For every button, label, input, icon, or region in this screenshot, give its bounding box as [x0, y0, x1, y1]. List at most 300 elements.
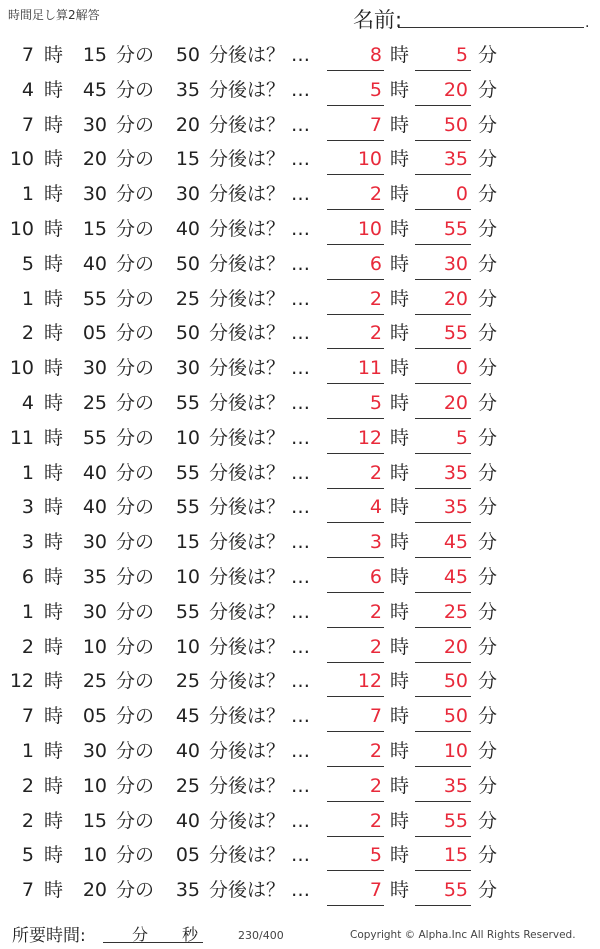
problem-row — [0, 213, 600, 248]
problem-row — [0, 143, 600, 178]
answer-minute-unit: 分 — [478, 148, 498, 171]
start-hour: 7 — [21, 879, 34, 902]
answer-minute-line — [415, 488, 471, 489]
answer-hour-line — [327, 105, 384, 106]
minute-of-unit: 分の — [116, 183, 155, 206]
answer-hour-unit: 時 — [390, 879, 410, 902]
hour-unit: 時 — [44, 44, 64, 66]
answer-hour: 2 — [369, 774, 382, 797]
hour-unit: 時 — [44, 217, 64, 240]
start-hour: 7 — [21, 44, 34, 66]
answer-minute: 35 — [443, 774, 468, 797]
added-minutes: 45 — [175, 705, 200, 728]
start-hour: 7 — [21, 113, 34, 136]
added-minutes: 55 — [175, 461, 200, 484]
answer-minute: 20 — [443, 78, 468, 101]
minute-of-unit: 分の — [116, 287, 155, 310]
start-minute: 55 — [82, 426, 107, 449]
problem-row — [0, 248, 600, 283]
worksheet-title: 時間足し算2解答 — [8, 8, 100, 22]
answer-hour-unit: 時 — [390, 391, 410, 414]
minutes-later-unit: 分後は？ … — [209, 461, 311, 484]
answer-minute-line — [415, 174, 471, 175]
problem-row — [0, 526, 600, 561]
answer-minute-unit: 分 — [478, 600, 498, 623]
answer-hour: 2 — [369, 287, 382, 310]
start-hour: 1 — [21, 461, 34, 484]
answer-minute-unit: 分 — [478, 739, 498, 762]
answer-minute-line — [415, 279, 471, 280]
answer-hour: 12 — [357, 670, 382, 693]
answer-minute: 55 — [443, 217, 468, 240]
added-minutes: 55 — [175, 391, 200, 414]
answer-minute: 50 — [443, 705, 468, 728]
start-minute: 05 — [82, 322, 107, 345]
added-minutes: 40 — [175, 217, 200, 240]
answer-minute-unit: 分 — [478, 670, 498, 693]
hour-unit: 時 — [44, 635, 64, 658]
added-minutes: 30 — [175, 183, 200, 206]
minute-of-unit: 分の — [116, 705, 155, 728]
start-minute: 10 — [82, 635, 107, 658]
start-hour: 2 — [21, 809, 34, 832]
minutes-later-unit: 分後は？ … — [209, 391, 311, 414]
start-minute: 40 — [82, 252, 107, 275]
answer-hour-line — [327, 905, 384, 906]
answer-minute: 50 — [443, 113, 468, 136]
answer-hour-unit: 時 — [390, 287, 410, 310]
answer-minute-unit: 分 — [478, 496, 498, 519]
answer-hour: 7 — [369, 705, 382, 728]
answer-hour-line — [327, 383, 384, 384]
minutes-later-unit: 分後は？ … — [209, 183, 311, 206]
name-dot: . — [585, 15, 590, 31]
added-minutes: 55 — [175, 600, 200, 623]
answer-minute: 15 — [443, 844, 468, 867]
answer-minute-unit: 分 — [478, 879, 498, 902]
hour-unit: 時 — [44, 183, 64, 206]
start-hour: 2 — [21, 322, 34, 345]
minute-of-unit: 分の — [116, 739, 155, 762]
start-minute: 45 — [82, 78, 107, 101]
hour-unit: 時 — [44, 426, 64, 449]
minutes-later-unit: 分後は？ … — [209, 357, 311, 380]
problem-row — [0, 491, 600, 526]
answer-minute: 50 — [443, 670, 468, 693]
minute-of-unit: 分の — [116, 113, 155, 136]
answer-minute-line — [415, 522, 471, 523]
hour-unit: 時 — [44, 809, 64, 832]
hour-unit: 時 — [44, 113, 64, 136]
problem-row — [0, 770, 600, 805]
time-second-unit: 秒 — [182, 925, 199, 944]
answer-minute-unit: 分 — [478, 705, 498, 728]
minutes-later-unit: 分後は？ … — [209, 600, 311, 623]
hour-unit: 時 — [44, 357, 64, 380]
answer-hour: 7 — [369, 113, 382, 136]
answer-hour-unit: 時 — [390, 148, 410, 171]
hour-unit: 時 — [44, 600, 64, 623]
answer-minute: 55 — [443, 809, 468, 832]
answer-hour-unit: 時 — [390, 705, 410, 728]
minutes-later-unit: 分後は？ … — [209, 217, 311, 240]
answer-minute: 20 — [443, 287, 468, 310]
answer-hour-line — [327, 731, 384, 732]
answer-minute-unit: 分 — [478, 287, 498, 310]
start-minute: 30 — [82, 600, 107, 623]
start-hour: 3 — [21, 496, 34, 519]
answer-minute-unit: 分 — [478, 635, 498, 658]
answer-minute-line — [415, 418, 471, 419]
added-minutes: 10 — [175, 426, 200, 449]
minute-of-unit: 分の — [116, 252, 155, 275]
problem-row — [0, 874, 600, 909]
start-hour: 5 — [21, 844, 34, 867]
start-minute: 30 — [82, 531, 107, 554]
minute-of-unit: 分の — [116, 217, 155, 240]
minutes-later-unit: 分後は？ … — [209, 739, 311, 762]
minutes-later-unit: 分後は？ … — [209, 879, 311, 902]
start-minute: 25 — [82, 670, 107, 693]
start-hour: 11 — [9, 426, 34, 449]
minute-of-unit: 分の — [116, 565, 155, 588]
problem-row — [0, 109, 600, 144]
answer-minute: 30 — [443, 252, 468, 275]
minute-of-unit: 分の — [116, 496, 155, 519]
problem-row — [0, 387, 600, 422]
answer-minute: 0 — [455, 183, 468, 206]
answer-hour: 5 — [369, 78, 382, 101]
minutes-later-unit: 分後は？ … — [209, 252, 311, 275]
minute-of-unit: 分の — [116, 670, 155, 693]
answer-hour: 2 — [369, 739, 382, 762]
start-minute: 55 — [82, 287, 107, 310]
minute-of-unit: 分の — [116, 600, 155, 623]
answer-minute-unit: 分 — [478, 357, 498, 380]
minutes-later-unit: 分後は？ … — [209, 670, 311, 693]
hour-unit: 時 — [44, 739, 64, 762]
start-minute: 20 — [82, 148, 107, 171]
answer-hour-line — [327, 453, 384, 454]
answer-minute-line — [415, 662, 471, 663]
start-minute: 15 — [82, 217, 107, 240]
answer-hour-line — [327, 801, 384, 802]
added-minutes: 10 — [175, 635, 200, 658]
minutes-later-unit: 分後は？ … — [209, 496, 311, 519]
start-hour: 6 — [21, 565, 34, 588]
answer-hour-unit: 時 — [390, 426, 410, 449]
answer-minute-line — [415, 801, 471, 802]
answer-minute: 35 — [443, 461, 468, 484]
answer-hour-unit: 時 — [390, 44, 410, 66]
start-minute: 40 — [82, 496, 107, 519]
answer-hour: 2 — [369, 183, 382, 206]
added-minutes: 50 — [175, 252, 200, 275]
answer-minute-line — [415, 836, 471, 837]
hour-unit: 時 — [44, 879, 64, 902]
answer-hour-line — [327, 627, 384, 628]
start-hour: 10 — [9, 217, 34, 240]
answer-minute-line — [415, 348, 471, 349]
hour-unit: 時 — [44, 565, 64, 588]
problem-row — [0, 561, 600, 596]
answer-hour-line — [327, 140, 384, 141]
added-minutes: 50 — [175, 322, 200, 345]
hour-unit: 時 — [44, 705, 64, 728]
answer-hour-line — [327, 348, 384, 349]
answer-hour-unit: 時 — [390, 496, 410, 519]
answer-hour-unit: 時 — [390, 809, 410, 832]
answer-minute-unit: 分 — [478, 252, 498, 275]
answer-minute: 35 — [443, 496, 468, 519]
answer-hour-line — [327, 766, 384, 767]
answer-minute-line — [415, 105, 471, 106]
added-minutes: 20 — [175, 113, 200, 136]
answer-hour-unit: 時 — [390, 774, 410, 797]
minute-of-unit: 分の — [116, 357, 155, 380]
problem-row — [0, 178, 600, 213]
answer-minute-line — [415, 766, 471, 767]
minute-of-unit: 分の — [116, 78, 155, 101]
start-minute: 15 — [82, 809, 107, 832]
problem-row — [0, 596, 600, 631]
minute-of-unit: 分の — [116, 809, 155, 832]
hour-unit: 時 — [44, 78, 64, 101]
start-minute: 10 — [82, 844, 107, 867]
answer-hour-unit: 時 — [390, 531, 410, 554]
hour-unit: 時 — [44, 322, 64, 345]
answer-hour-unit: 時 — [390, 217, 410, 240]
minute-of-unit: 分の — [116, 531, 155, 554]
minute-of-unit: 分の — [116, 461, 155, 484]
minutes-later-unit: 分後は？ … — [209, 78, 311, 101]
added-minutes: 55 — [175, 496, 200, 519]
minute-of-unit: 分の — [116, 635, 155, 658]
added-minutes: 05 — [175, 844, 200, 867]
problem-row — [0, 631, 600, 666]
answer-hour-line — [327, 70, 384, 71]
minute-of-unit: 分の — [116, 148, 155, 171]
start-minute: 40 — [82, 461, 107, 484]
added-minutes: 35 — [175, 78, 200, 101]
minutes-later-unit: 分後は？ … — [209, 322, 311, 345]
answer-hour: 4 — [369, 496, 382, 519]
start-minute: 35 — [82, 565, 107, 588]
answer-minute: 0 — [455, 357, 468, 380]
minute-of-unit: 分の — [116, 844, 155, 867]
answer-hour: 2 — [369, 600, 382, 623]
answer-hour-unit: 時 — [390, 461, 410, 484]
hour-unit: 時 — [44, 461, 64, 484]
start-hour: 10 — [9, 357, 34, 380]
problem-row — [0, 352, 600, 387]
answer-minute-unit: 分 — [478, 44, 498, 66]
answer-hour-unit: 時 — [390, 252, 410, 275]
answer-hour: 12 — [357, 426, 382, 449]
answer-hour-line — [327, 279, 384, 280]
answer-hour-line — [327, 696, 384, 697]
answer-hour-unit: 時 — [390, 844, 410, 867]
answer-minute-line — [415, 696, 471, 697]
answer-hour-unit: 時 — [390, 739, 410, 762]
start-hour: 4 — [21, 78, 34, 101]
answer-minute-unit: 分 — [478, 183, 498, 206]
answer-minute: 35 — [443, 148, 468, 171]
added-minutes: 35 — [175, 879, 200, 902]
start-minute: 10 — [82, 774, 107, 797]
answer-minute-unit: 分 — [478, 565, 498, 588]
answer-hour-unit: 時 — [390, 357, 410, 380]
minutes-later-unit: 分後は？ … — [209, 113, 311, 136]
start-hour: 1 — [21, 600, 34, 623]
copyright: Copyright © Alpha.Inc All Rights Reserved. — [350, 929, 576, 941]
added-minutes: 15 — [175, 531, 200, 554]
answer-hour: 6 — [369, 565, 382, 588]
answer-minute-unit: 分 — [478, 531, 498, 554]
time-minute-unit: 分 — [132, 925, 149, 944]
page-number: 230/400 — [238, 929, 284, 942]
problem-row — [0, 839, 600, 874]
answer-hour-unit: 時 — [390, 183, 410, 206]
problem-row — [0, 422, 600, 457]
hour-unit: 時 — [44, 148, 64, 171]
answer-hour-line — [327, 522, 384, 523]
start-minute: 30 — [82, 183, 107, 206]
minute-of-unit: 分の — [116, 391, 155, 414]
answer-hour: 10 — [357, 217, 382, 240]
answer-minute-unit: 分 — [478, 391, 498, 414]
start-minute: 30 — [82, 739, 107, 762]
added-minutes: 15 — [175, 148, 200, 171]
minute-of-unit: 分の — [116, 322, 155, 345]
answer-hour-line — [327, 418, 384, 419]
start-hour: 1 — [21, 739, 34, 762]
problem-row — [0, 700, 600, 735]
answer-hour: 2 — [369, 461, 382, 484]
answer-minute-unit: 分 — [478, 78, 498, 101]
start-minute: 25 — [82, 391, 107, 414]
problem-row — [0, 735, 600, 770]
answer-hour-line — [327, 836, 384, 837]
answer-hour-line — [327, 557, 384, 558]
answer-hour: 10 — [357, 148, 382, 171]
problem-row — [0, 74, 600, 109]
answer-hour-line — [327, 592, 384, 593]
hour-unit: 時 — [44, 252, 64, 275]
answer-minute-unit: 分 — [478, 844, 498, 867]
answer-minute-line — [415, 140, 471, 141]
answer-minute: 10 — [443, 739, 468, 762]
hour-unit: 時 — [44, 391, 64, 414]
hour-unit: 時 — [44, 670, 64, 693]
start-minute: 20 — [82, 879, 107, 902]
answer-hour-line — [327, 244, 384, 245]
start-hour: 1 — [21, 287, 34, 310]
added-minutes: 50 — [175, 44, 200, 66]
answer-minute-unit: 分 — [478, 426, 498, 449]
start-minute: 15 — [82, 44, 107, 66]
answer-minute: 25 — [443, 600, 468, 623]
answer-minute-line — [415, 557, 471, 558]
minutes-later-unit: 分後は？ … — [209, 705, 311, 728]
answer-minute-unit: 分 — [478, 809, 498, 832]
start-minute: 30 — [82, 113, 107, 136]
answer-minute-unit: 分 — [478, 217, 498, 240]
answer-minute-line — [415, 70, 471, 71]
minutes-later-unit: 分後は？ … — [209, 531, 311, 554]
answer-hour: 3 — [369, 531, 382, 554]
added-minutes: 25 — [175, 774, 200, 797]
answer-hour-line — [327, 662, 384, 663]
answer-hour-unit: 時 — [390, 600, 410, 623]
answer-hour-line — [327, 314, 384, 315]
answer-hour: 2 — [369, 635, 382, 658]
problem-row — [0, 283, 600, 318]
answer-minute-line — [415, 314, 471, 315]
answer-hour-unit: 時 — [390, 565, 410, 588]
problem-row — [0, 317, 600, 352]
added-minutes: 30 — [175, 357, 200, 380]
answer-hour: 11 — [357, 357, 382, 380]
answer-hour-line — [327, 488, 384, 489]
answer-minute: 5 — [455, 426, 468, 449]
answer-hour-line — [327, 870, 384, 871]
answer-minute: 45 — [443, 531, 468, 554]
hour-unit: 時 — [44, 287, 64, 310]
answer-minute: 20 — [443, 635, 468, 658]
answer-minute-line — [415, 244, 471, 245]
added-minutes: 10 — [175, 565, 200, 588]
answer-minute: 55 — [443, 879, 468, 902]
added-minutes: 25 — [175, 287, 200, 310]
minutes-later-unit: 分後は？ … — [209, 148, 311, 171]
start-hour: 3 — [21, 531, 34, 554]
answer-minute: 55 — [443, 322, 468, 345]
hour-unit: 時 — [44, 774, 64, 797]
minutes-later-unit: 分後は？ … — [209, 44, 311, 66]
answer-minute-line — [415, 870, 471, 871]
minutes-later-unit: 分後は？ … — [209, 844, 311, 867]
answer-minute-line — [415, 209, 471, 210]
answer-hour: 2 — [369, 809, 382, 832]
problem-row — [0, 457, 600, 492]
answer-minute-line — [415, 731, 471, 732]
answer-minute-line — [415, 383, 471, 384]
added-minutes: 40 — [175, 739, 200, 762]
answer-hour-unit: 時 — [390, 670, 410, 693]
minute-of-unit: 分の — [116, 879, 155, 902]
minutes-later-unit: 分後は？ … — [209, 809, 311, 832]
answer-hour: 5 — [369, 844, 382, 867]
name-line — [398, 27, 584, 28]
hour-unit: 時 — [44, 496, 64, 519]
answer-hour: 5 — [369, 391, 382, 414]
answer-hour-line — [327, 209, 384, 210]
answer-minute: 45 — [443, 565, 468, 588]
hour-unit: 時 — [44, 844, 64, 867]
start-hour: 4 — [21, 391, 34, 414]
answer-hour-unit: 時 — [390, 635, 410, 658]
minute-of-unit: 分の — [116, 44, 155, 66]
minute-of-unit: 分の — [116, 426, 155, 449]
start-hour: 7 — [21, 705, 34, 728]
answer-minute-line — [415, 905, 471, 906]
time-required-label: 所要時間: — [12, 926, 86, 946]
start-hour: 2 — [21, 635, 34, 658]
answer-minute: 20 — [443, 391, 468, 414]
minutes-later-unit: 分後は？ … — [209, 635, 311, 658]
answer-hour-line — [327, 174, 384, 175]
